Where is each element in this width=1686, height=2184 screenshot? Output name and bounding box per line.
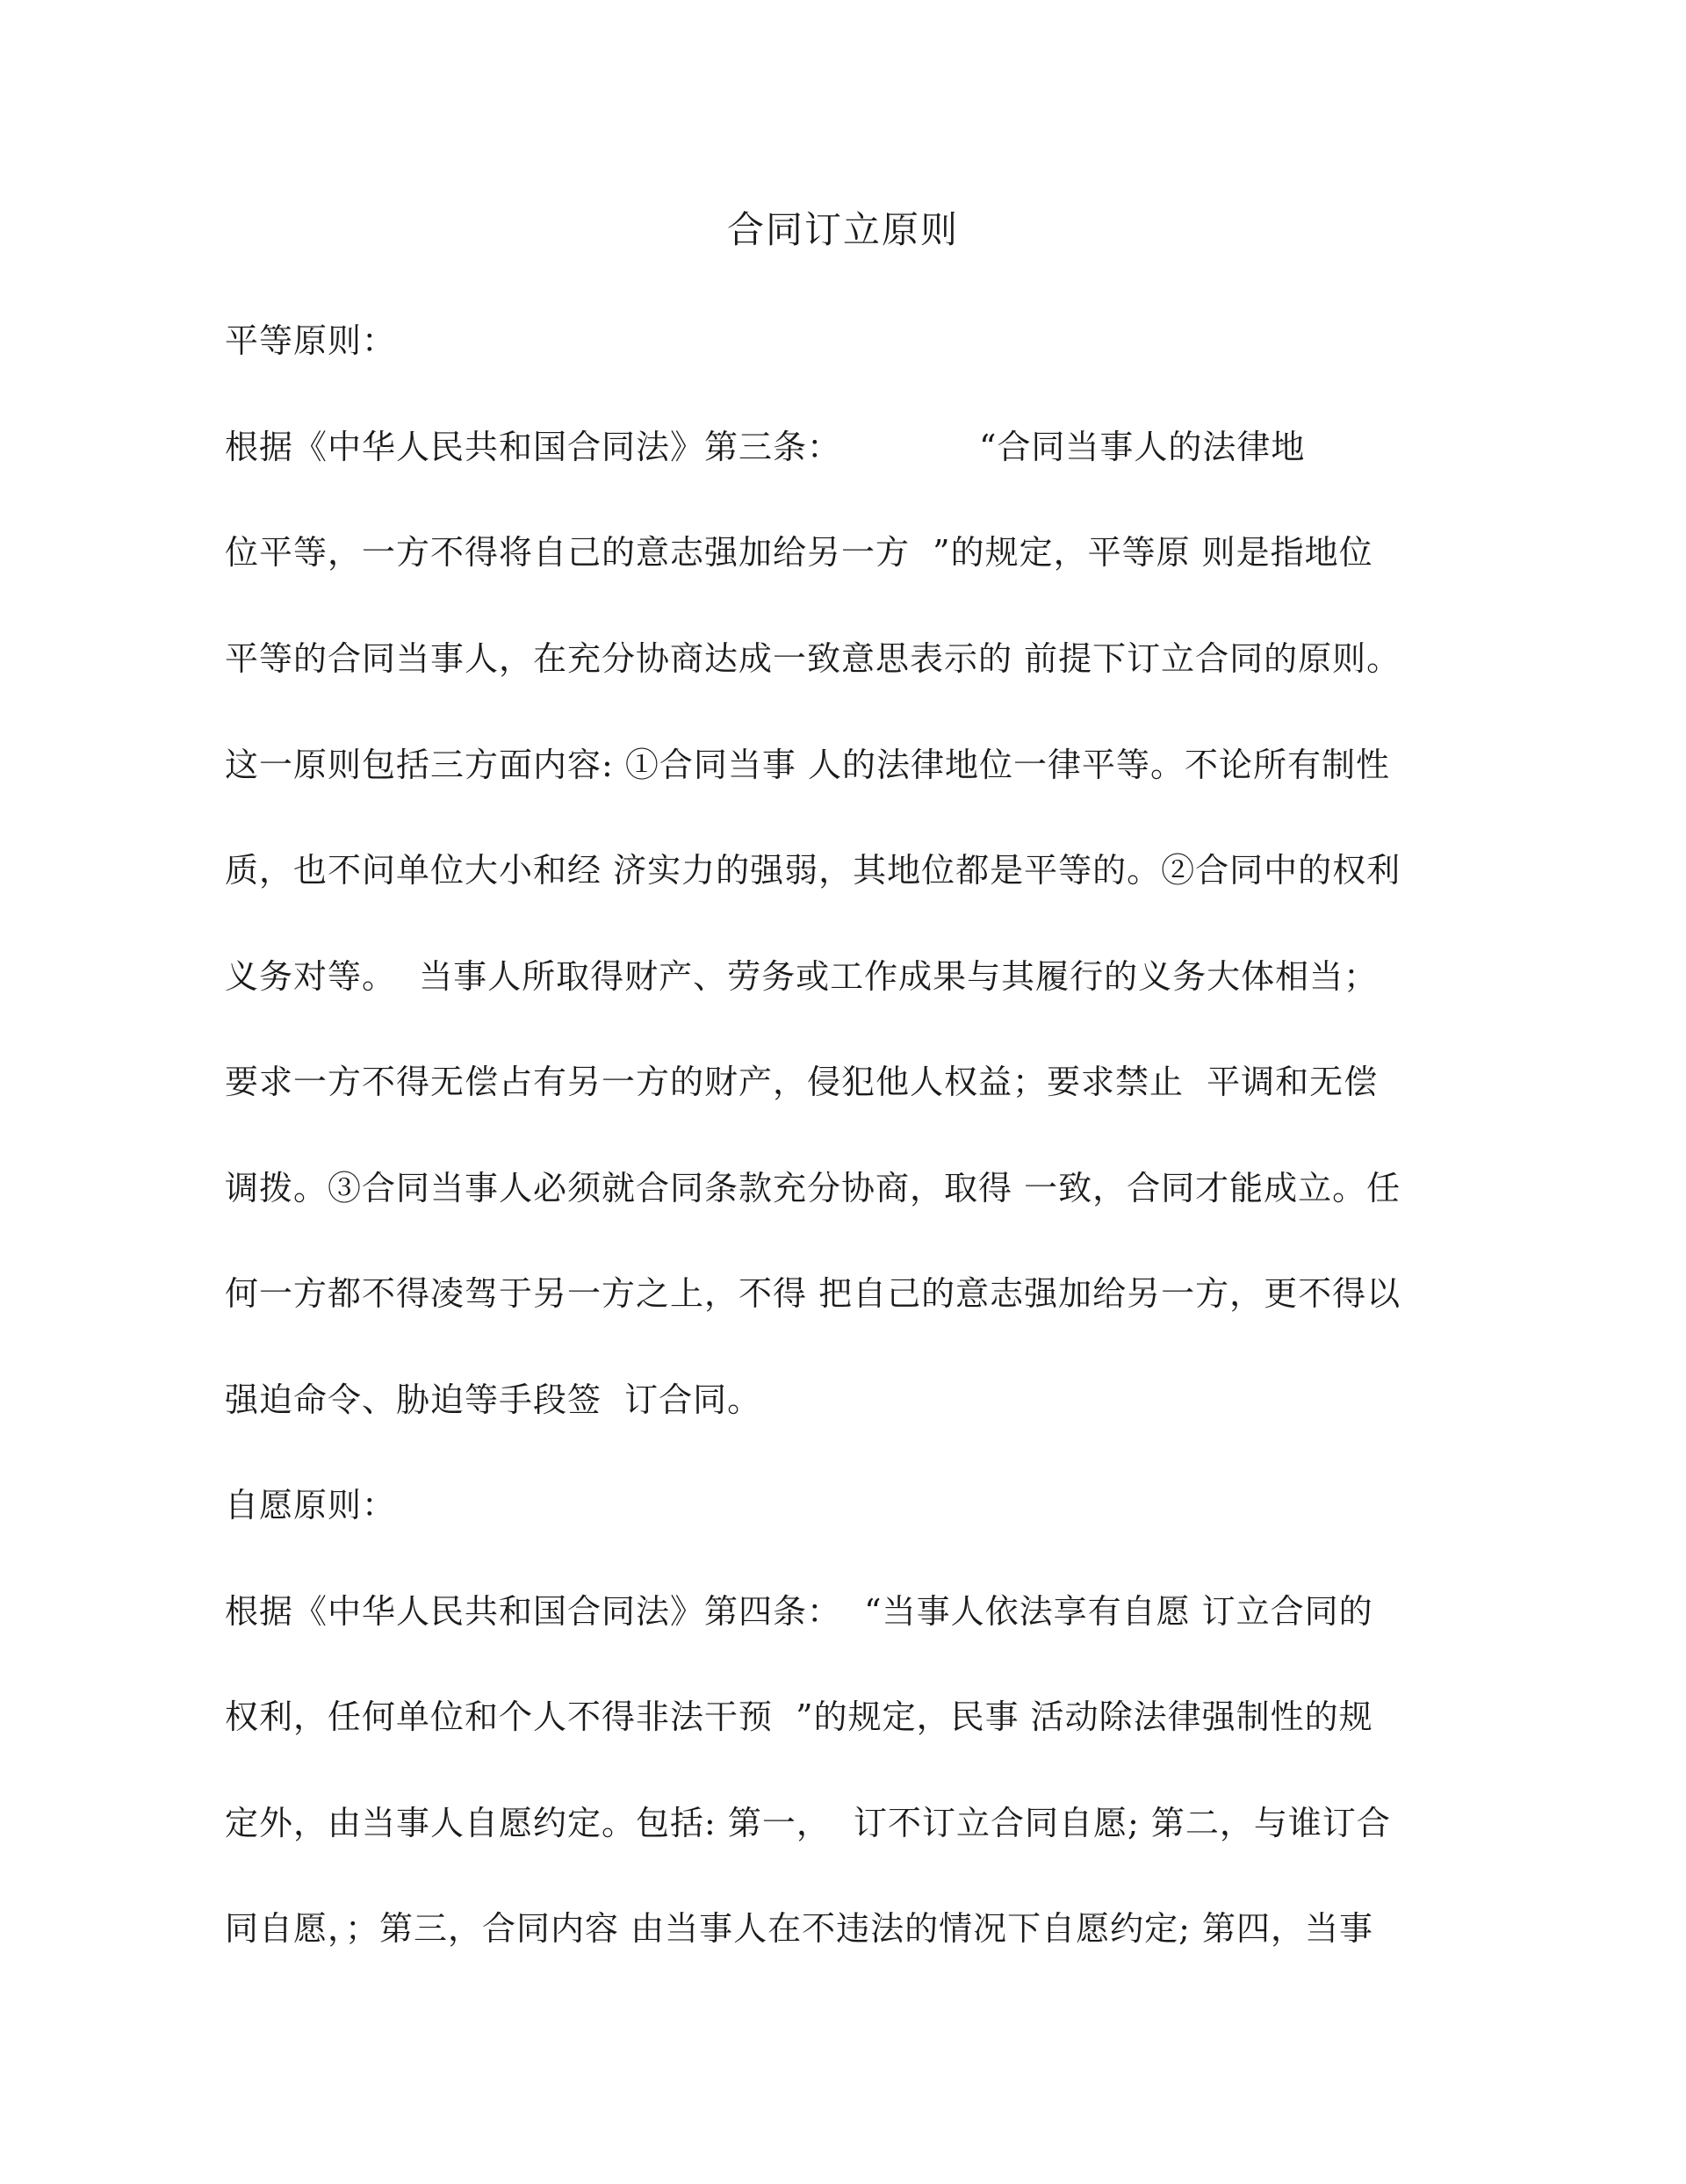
paragraph-line: 强迫命令、胁迫等手段签 订合同。	[225, 1380, 762, 1419]
paragraph-line: 根据《中华人民共和国合同法》第三条： “合同当事人的法律地	[225, 428, 1306, 466]
paragraph-line: 调拨。③合同当事人必须就合同条款充分协商，取得 一致，合同才能成立。任	[225, 1169, 1401, 1207]
paragraph-line: 质，也不问单位大小和经 济实力的强弱，其地位都是平等的。②合同中的权利	[225, 851, 1401, 890]
paragraph-line: 定外，由当事人自愿约定。包括: 第一， 订不订立合同自愿; 第二，与谁订合	[225, 1804, 1391, 1842]
section-heading-voluntary: 自愿原则：	[225, 1486, 397, 1524]
paragraph-line: 义务对等。 当事人所取得财产、劳务或工作成果与其履行的义务大体相当；	[225, 957, 1379, 996]
paragraph-line: 根据《中华人民共和国合同法》第四条： “当事人依法享有自愿 订立合同的	[225, 1592, 1373, 1631]
paragraph-line: 要求一方不得无偿占有另一方的财产，侵犯他人权益；要求禁止 平调和无偿	[225, 1063, 1379, 1101]
paragraph-line: 这一原则包括三方面内容: ①合同当事 人的法律地位一律平等。不论所有制性	[225, 746, 1390, 784]
paragraph-line: 同自愿，；第三，合同内容 由当事人在不违法的情况下自愿约定; 第四，当事	[225, 1909, 1373, 1948]
paragraph-line: 平等的合同当事人，在充分协商达成一致意思表示的 前提下订立合同的原则。	[225, 639, 1401, 678]
paragraph-line: 位平等，一方不得将自己的意志强加给另一方 ”的规定，平等原 则是指地位	[225, 533, 1373, 572]
paragraph-line: 何一方都不得凌驾于另一方之上，不得 把自己的意志强加给另一方，更不得以	[225, 1274, 1401, 1313]
paragraph-line: 权利，任何单位和个人不得非法干预 ”的规定，民事 活动除法律强制性的规	[225, 1697, 1373, 1736]
section-heading-equality: 平等原则：	[225, 321, 397, 360]
document-title: 合同订立原则	[726, 208, 959, 251]
